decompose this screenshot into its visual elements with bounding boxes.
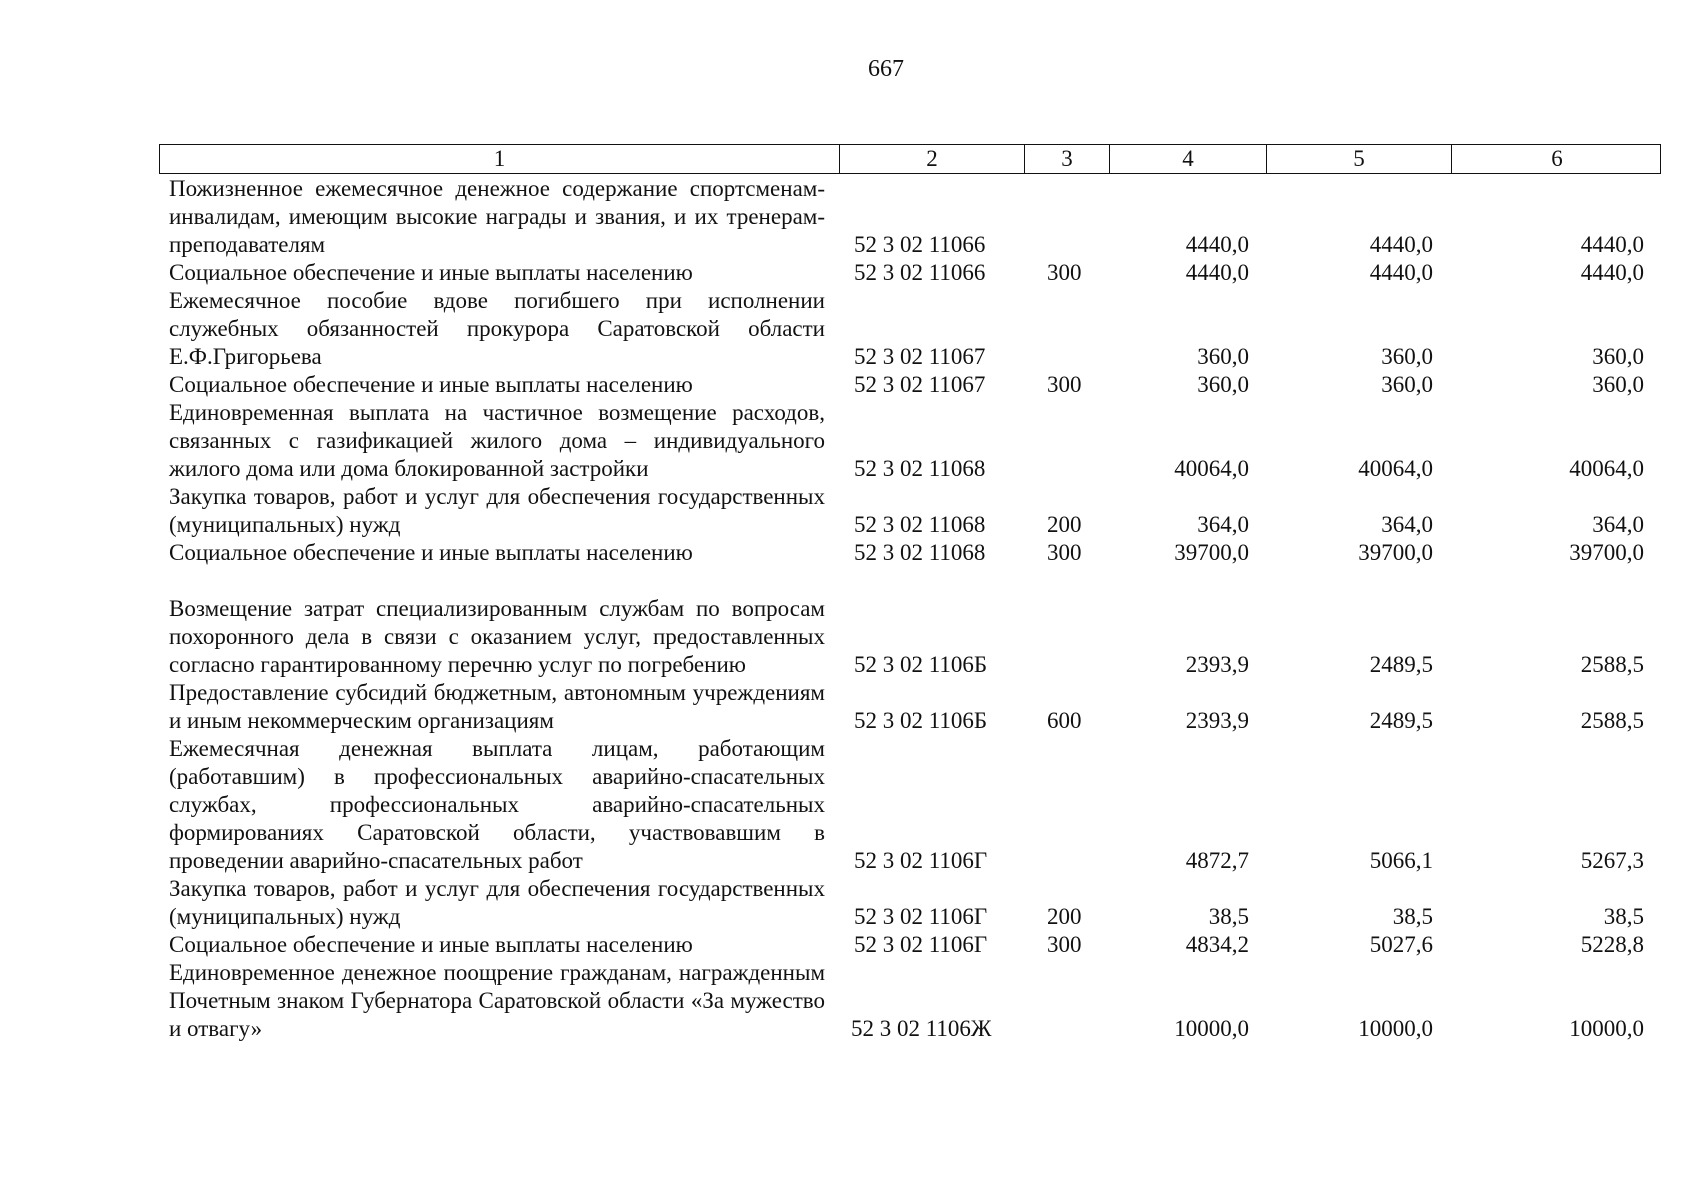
row-value-1: 10000,0 bbox=[1174, 1016, 1249, 1041]
row-name: Закупка товаров, работ и услуг для обеспечения государственных (муниципальных) нужд bbox=[169, 876, 825, 929]
table-row bbox=[0, 399, 1697, 483]
row-name: Социальное обеспечение и иные выплаты населению bbox=[169, 540, 693, 565]
row-value-1: 38,5 bbox=[1208, 904, 1249, 929]
row-value-3: 5228,8 bbox=[1580, 932, 1644, 957]
row-code: 52 3 02 1106Б bbox=[854, 708, 988, 733]
row-value-1: 364,0 bbox=[1197, 512, 1249, 537]
row-code: 52 3 02 11068 bbox=[854, 512, 986, 537]
row-value-2: 40064,0 bbox=[1358, 456, 1433, 481]
column-header-4: 4 bbox=[1110, 145, 1267, 173]
row-value-3: 4440,0 bbox=[1580, 232, 1644, 257]
table-row bbox=[0, 875, 1697, 931]
row-name: Предоставление субсидий бюджетным, автономным учреждениям и иным некоммерческим организациям bbox=[169, 680, 825, 733]
row-value-3: 364,0 bbox=[1592, 512, 1644, 537]
row-value-3: 2588,5 bbox=[1580, 708, 1644, 733]
row-value-3: 2588,5 bbox=[1580, 652, 1644, 677]
row-value-2: 2489,5 bbox=[1369, 708, 1433, 733]
row-value-3: 4440,0 bbox=[1580, 260, 1644, 285]
row-code: 52 3 02 1106Б bbox=[854, 652, 988, 677]
row-name: Пожизненное ежемесячное денежное содержание спортсменам-инвалидам, имеющим высокие награды и звания, и их тренерам-преподавателям bbox=[169, 176, 825, 257]
column-header-6: 6 bbox=[1551, 146, 1563, 171]
row-kvr: 200 bbox=[1047, 904, 1082, 929]
row-name: Социальное обеспечение и иные выплаты населению bbox=[169, 260, 693, 285]
row-name: Единовременная выплата на частичное возмещение расходов, связанных с газификацией жилого дома – индивидуального жилого дома или дома блокированной застройки bbox=[169, 400, 825, 481]
row-value-1: 360,0 bbox=[1197, 344, 1249, 369]
row-value-2: 5066,1 bbox=[1369, 848, 1433, 873]
row-kvr: 300 bbox=[1047, 540, 1082, 565]
row-value-1: 360,0 bbox=[1197, 372, 1249, 397]
row-value-1: 4440,0 bbox=[1185, 260, 1249, 285]
row-name: Социальное обеспечение и иные выплаты населению bbox=[169, 932, 693, 957]
row-name: Социальное обеспечение и иные выплаты населению bbox=[169, 372, 693, 397]
row-value-2: 364,0 bbox=[1381, 512, 1433, 537]
row-value-2: 2489,5 bbox=[1369, 652, 1433, 677]
column-header-2: 2 bbox=[840, 145, 1025, 173]
row-value-3: 5267,3 bbox=[1580, 848, 1644, 873]
row-value-3: 10000,0 bbox=[1569, 1016, 1644, 1041]
row-code: 52 3 02 11067 bbox=[854, 372, 986, 397]
row-value-1: 2393,9 bbox=[1185, 708, 1249, 733]
column-header-5: 5 bbox=[1267, 145, 1452, 173]
row-kvr: 600 bbox=[1047, 708, 1082, 733]
row-value-2: 38,5 bbox=[1392, 904, 1433, 929]
row-code: 52 3 02 11066 bbox=[854, 260, 986, 285]
table-row bbox=[0, 735, 1697, 875]
table-row bbox=[0, 371, 1697, 399]
row-code: 52 3 02 1106Г bbox=[854, 848, 988, 873]
row-kvr: 200 bbox=[1047, 512, 1082, 537]
row-value-1: 2393,9 bbox=[1185, 652, 1249, 677]
row-kvr: 300 bbox=[1047, 372, 1082, 397]
row-value-2: 4440,0 bbox=[1369, 232, 1433, 257]
row-value-2: 360,0 bbox=[1381, 344, 1433, 369]
row-value-2: 10000,0 bbox=[1358, 1016, 1433, 1041]
table-row bbox=[0, 172, 1697, 259]
row-code: 52 3 02 1106Ж bbox=[851, 1016, 992, 1041]
table-row bbox=[0, 259, 1697, 287]
row-code: 52 3 02 11068 bbox=[854, 456, 986, 481]
row-value-2: 360,0 bbox=[1381, 372, 1433, 397]
row-value-1: 4872,7 bbox=[1185, 848, 1249, 873]
row-code: 52 3 02 11067 bbox=[854, 344, 986, 369]
row-value-2: 5027,6 bbox=[1369, 932, 1433, 957]
page-number: 667 bbox=[868, 56, 904, 82]
row-code: 52 3 02 1106Г bbox=[854, 932, 988, 957]
row-code: 52 3 02 1106Г bbox=[854, 904, 988, 929]
column-header-3: 3 bbox=[1025, 145, 1110, 173]
row-value-3: 360,0 bbox=[1592, 372, 1644, 397]
row-kvr: 300 bbox=[1047, 932, 1082, 957]
row-name: Возмещение затрат специализированным службам по вопросам похоронного дела в связи с оказанием услуг, предоставленных согласно гарантированному перечню услуг по погребению bbox=[169, 596, 825, 677]
row-kvr: 300 bbox=[1047, 260, 1082, 285]
row-name: Закупка товаров, работ и услуг для обеспечения государственных (муниципальных) нужд bbox=[169, 484, 825, 537]
row-value-3: 360,0 bbox=[1592, 344, 1644, 369]
table-row bbox=[0, 483, 1697, 539]
column-header-1: 1 bbox=[160, 145, 840, 173]
table-row bbox=[0, 959, 1697, 1043]
table-header bbox=[159, 144, 1661, 174]
row-value-3: 39700,0 bbox=[1569, 540, 1644, 565]
row-value-2: 4440,0 bbox=[1369, 260, 1433, 285]
row-code: 52 3 02 11068 bbox=[854, 540, 986, 565]
row-value-1: 4440,0 bbox=[1185, 232, 1249, 257]
row-value-1: 40064,0 bbox=[1174, 456, 1249, 481]
row-name: Ежемесячное пособие вдове погибшего при исполнении служебных обязанностей прокурора Саратовской области Е.Ф.Григорьева bbox=[169, 288, 825, 369]
row-name: Ежемесячная денежная выплата лицам, работающим (работавшим) в профессиональных аварийно-спасательных службах, профессиональных аварийно-спасательных формированиях Саратовской области, участвовавшим в проведении аварийно-спасательных работ bbox=[169, 736, 825, 873]
row-value-1: 4834,2 bbox=[1185, 932, 1249, 957]
table-row bbox=[0, 287, 1697, 371]
row-name: Единовременное денежное поощрение гражданам, награжденным Почетным знаком Губернатора Саратовской области «За мужество и отвагу» bbox=[169, 960, 825, 1041]
row-code: 52 3 02 11066 bbox=[854, 232, 986, 257]
row-value-3: 40064,0 bbox=[1569, 456, 1644, 481]
row-value-3: 38,5 bbox=[1603, 904, 1644, 929]
table-row bbox=[0, 539, 1697, 567]
row-value-2: 39700,0 bbox=[1358, 540, 1433, 565]
row-value-1: 39700,0 bbox=[1174, 540, 1249, 565]
table-row bbox=[0, 931, 1697, 959]
table-row bbox=[0, 679, 1697, 735]
table-row bbox=[0, 567, 1697, 679]
